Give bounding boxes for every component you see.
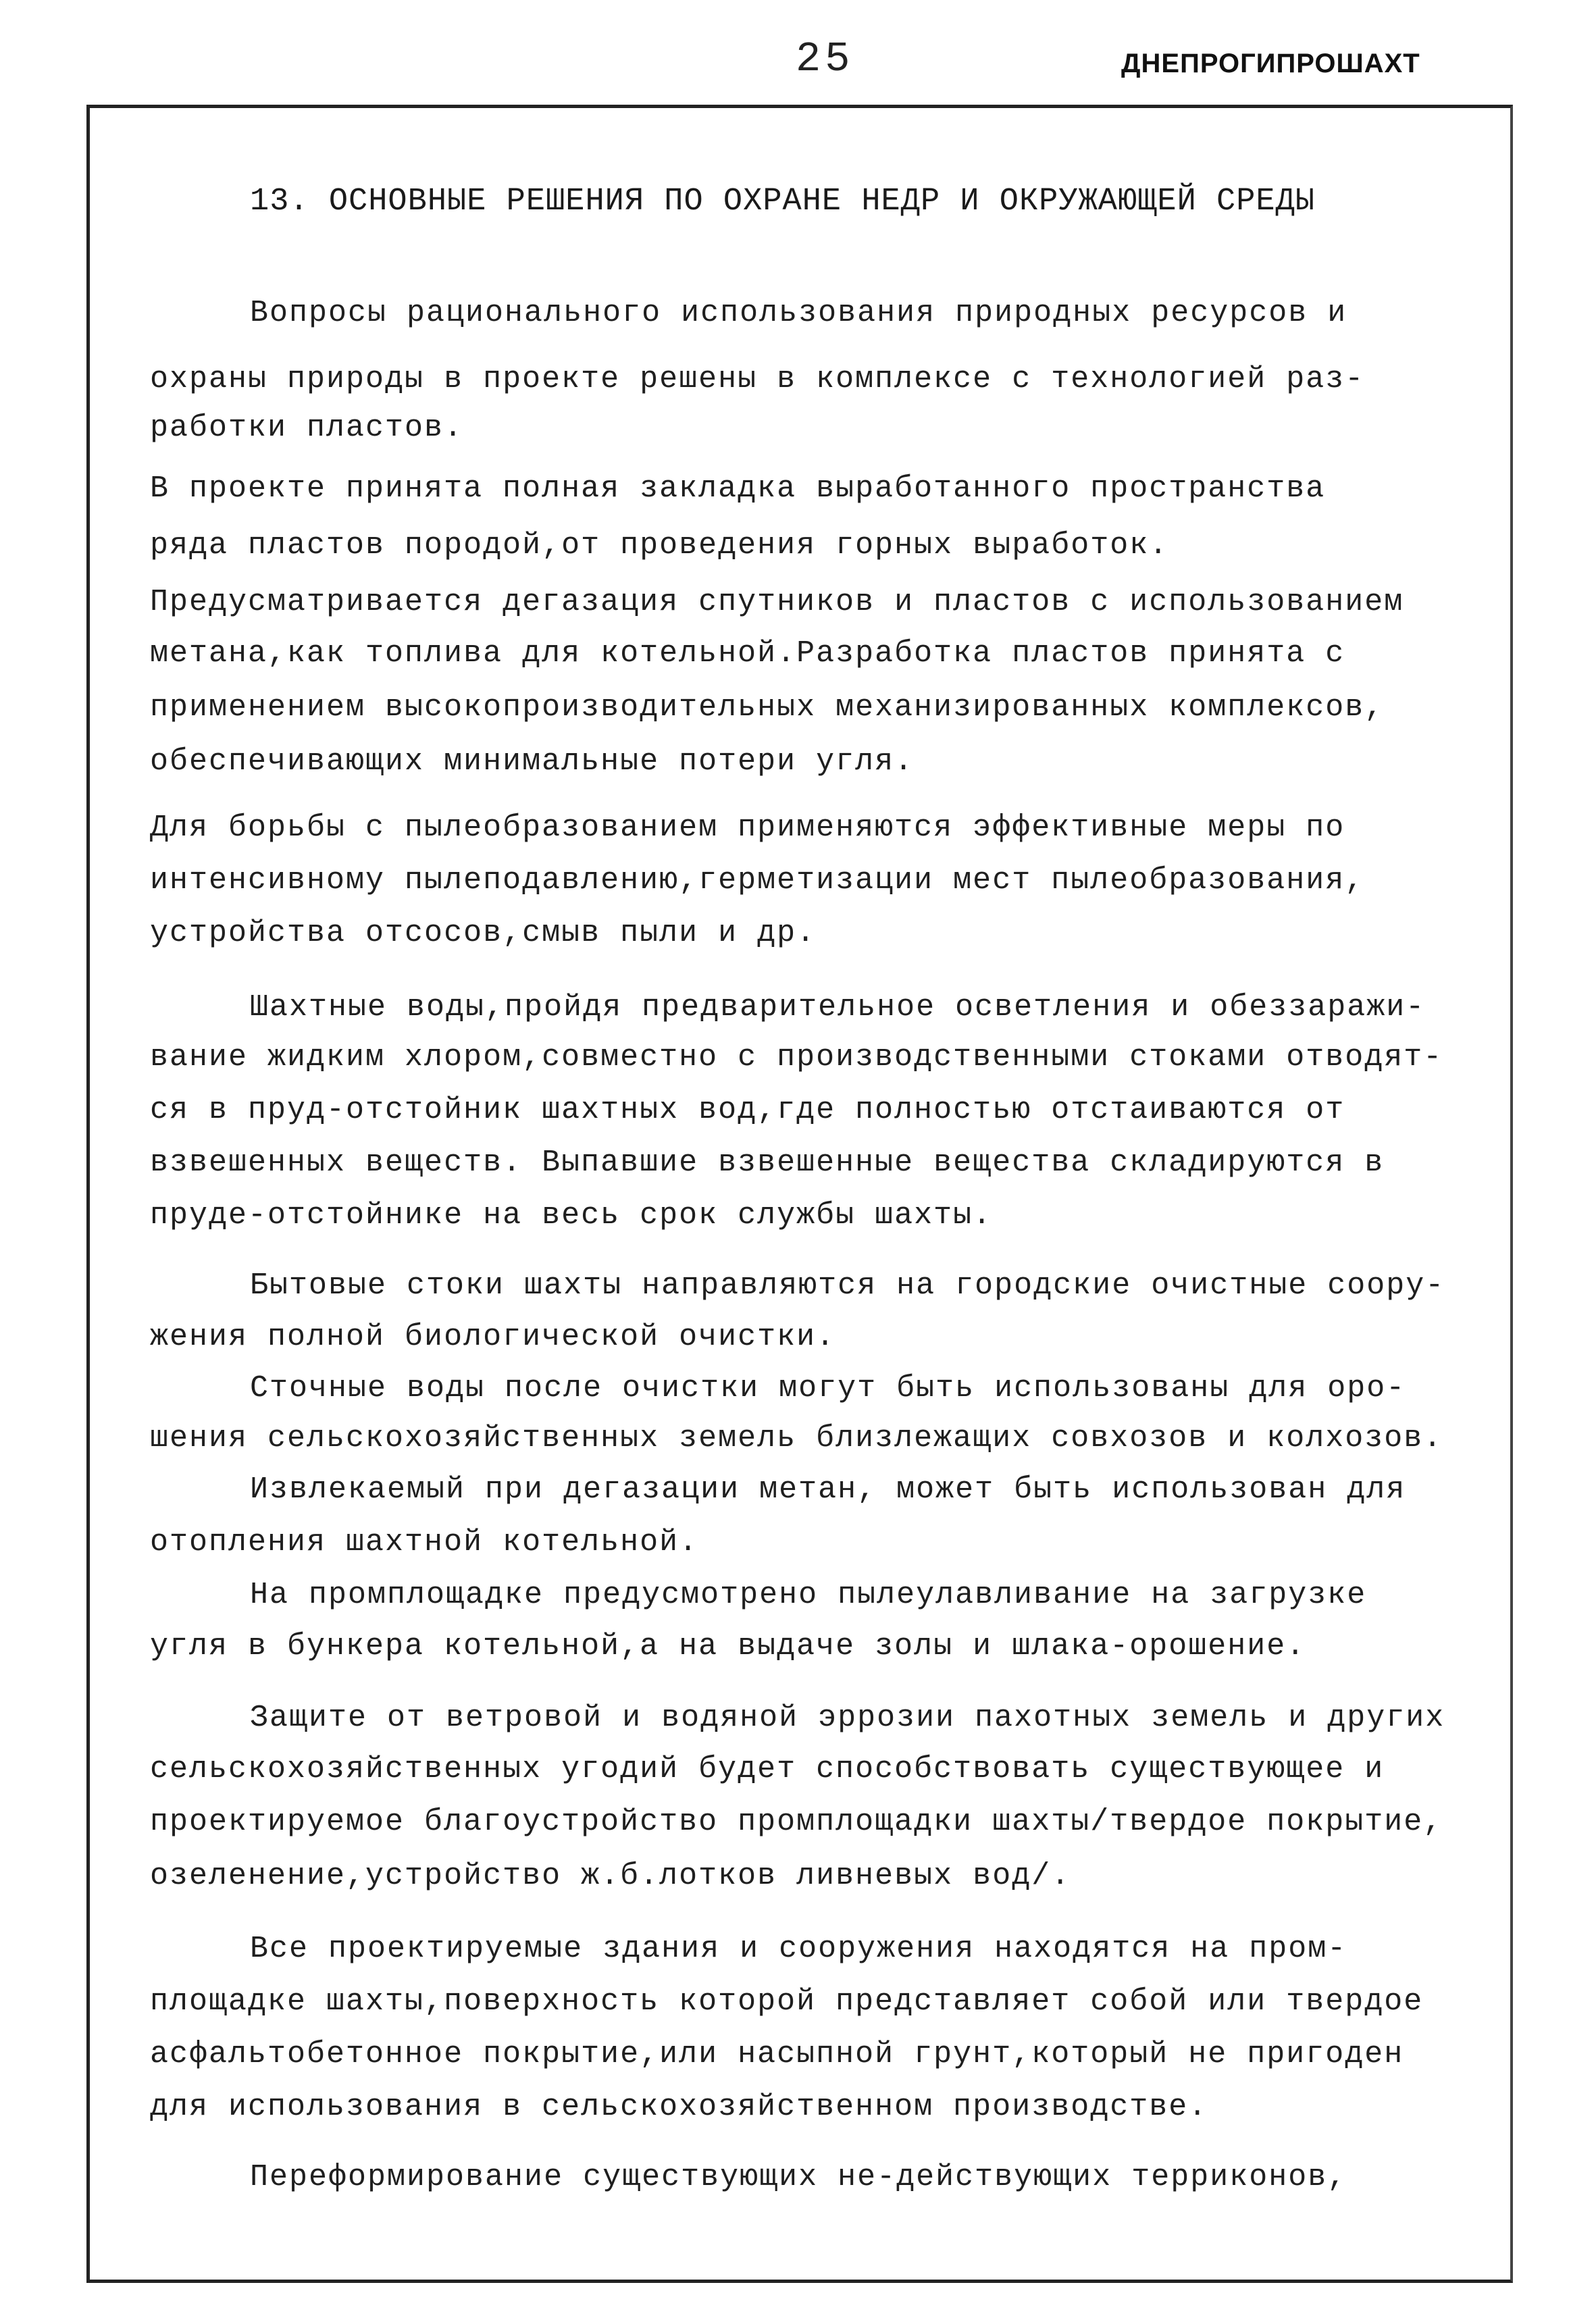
section-title: 13. ОСНОВНЫЕ РЕШЕНИЯ ПО ОХРАНЕ НЕДР И ОКРУЖАЮЩЕЙ СРЕДЫ	[250, 184, 1316, 220]
text-line: Переформирование существующих не-действующих терриконов,	[250, 2160, 1347, 2194]
text-line: взвешенных веществ. Выпавшие взвешенные вещества складируются в	[150, 1146, 1385, 1180]
text-line: устройства отсосов,смыв пыли и др.	[150, 916, 817, 950]
text-line: шения сельскохозяйственных земель близлежащих совхозов и колхозов.	[150, 1421, 1443, 1456]
text-line: метана,как топлива для котельной.Разработка пластов принята с	[150, 636, 1345, 671]
text-line: охраны природы в проекте решены в комплексе с технологией раз-	[150, 362, 1365, 396]
text-line: Бытовые стоки шахты направляются на городские очистные соору-	[250, 1268, 1445, 1303]
text-line: площадке шахты,поверхность которой представляет собой или твердое	[150, 1984, 1424, 2019]
text-line: Защите от ветровой и водяной эррозии пахотных земель и других	[250, 1701, 1445, 1735]
text-line: На промплощадке предусмотрено пылеулавливание на загрузке	[250, 1578, 1367, 1612]
page-number: 25	[796, 35, 854, 83]
text-line: интенсивному пылеподавлению,герметизации мест пылеобразования,	[150, 863, 1365, 898]
text-line: жения полной биологической очистки.	[150, 1320, 836, 1354]
text-line: Все проектируемые здания и сооружения находятся на пром-	[250, 1932, 1347, 1966]
organization-name: ДНЕПРОГИПРОШАХТ	[1121, 49, 1420, 78]
text-line: озеленение,устройство ж.б.лотков ливневых вод/.	[150, 1859, 1071, 1893]
text-line: работки пластов.	[150, 411, 464, 445]
text-line: асфальтобетонное покрытие,или насыпной грунт,который не пригоден	[150, 2037, 1404, 2072]
text-line: пруде-отстойнике на весь срок службы шахты.	[150, 1198, 993, 1233]
text-line: проектируемое благоустройство промплощадки шахты/твердое покрытие,	[150, 1805, 1443, 1839]
text-line: сельскохозяйственных угодий будет способствовать существующее и	[150, 1752, 1385, 1786]
text-line: В проекте принята полная закладка выработанного пространства	[150, 471, 1326, 506]
text-line: Извлекаемый при дегазации метан, может быть использован для	[250, 1472, 1406, 1507]
text-line: обеспечивающих минимальные потери угля.	[150, 744, 915, 779]
text-line: Шахтные воды,пройдя предварительное осветления и обеззарaжи-	[250, 990, 1426, 1025]
text-line: Предусматривается дегазация спутников и пластов с использованием	[150, 585, 1404, 619]
text-line: Для борьбы с пылеобразованием применяются эффективные меры по	[150, 811, 1345, 845]
text-line: вание жидким хлором,совместно с производственными стоками отводят-	[150, 1040, 1443, 1075]
text-line: Вопросы рационального использования природных ресурсов и	[250, 296, 1347, 330]
text-line: для использования в сельскохозяйственном производстве.	[150, 2090, 1208, 2124]
text-line: ряда пластов породой,от проведения горных выработок.	[150, 528, 1169, 563]
text-line: отопления шахтной котельной.	[150, 1525, 699, 1560]
text-line: ся в пруд-отстойник шахтных вод,где полностью отстаиваются от	[150, 1093, 1345, 1127]
text-line: Сточные воды после очистки могут быть использованы для оро-	[250, 1371, 1406, 1406]
text-line: применением высокопроизводительных механизированных комплексов,	[150, 690, 1385, 725]
text-line: угля в бункера котельной,а на выдаче золы и шлака-орошение.	[150, 1629, 1306, 1664]
